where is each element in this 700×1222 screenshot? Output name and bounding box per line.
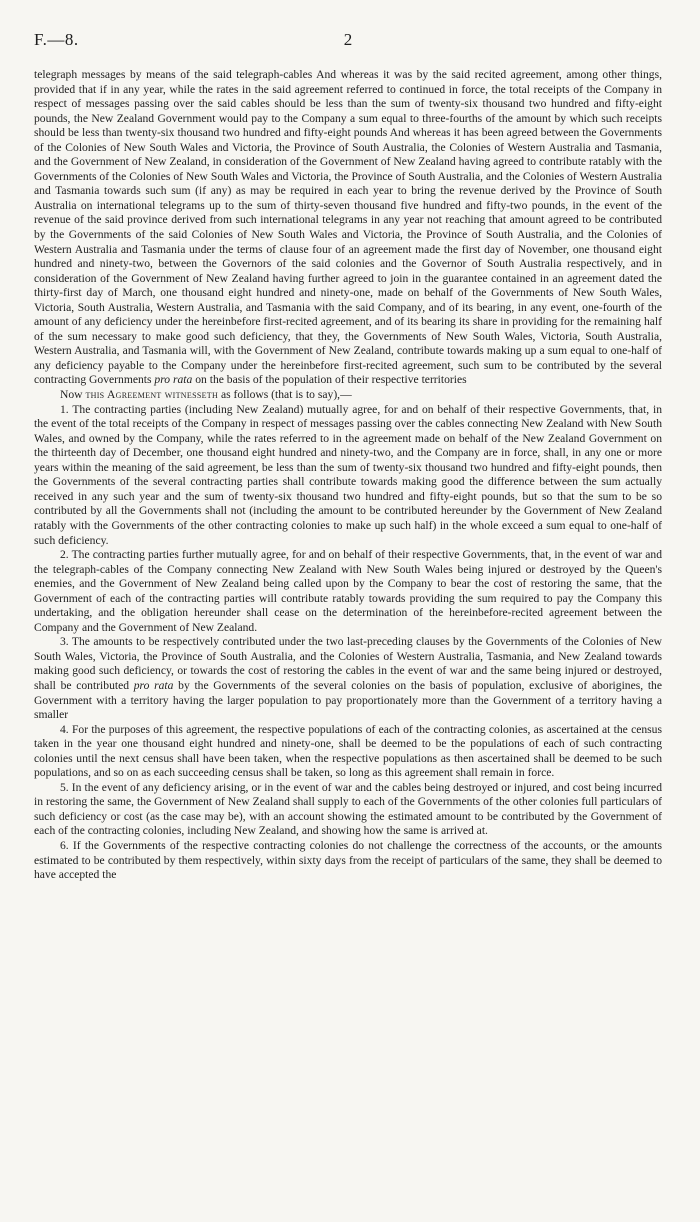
document-reference: F.—8. (34, 30, 79, 49)
clause-4: 4. For the purposes of this agreement, the respective populations of each of the contracting colonies, as ascertained at the census taken in the year one thousand eight hundred and ninety-one, shall be deemed to be the populations of each of such contracting colonies until the next census shall have been taken, when the respective populations as then ascertained shall be deemed to be such populations, and so on as each succeeding census shall be taken, so long as this agreement shall remain in force. (34, 722, 662, 780)
running-header (34, 30, 662, 58)
witnesseth-paragraph (34, 388, 662, 403)
document-body (34, 68, 662, 883)
recital-text: telegraph messages by means of the said telegraph-cables And whereas it was by the said recited agreement, among other things, provided that if in any year, while the rates in the said agreement referred to continued in force, the total receipts of the Company in respect of messages passing over the said cables should be less than the sum of twenty-six thousand two hundred and fifty-eight pounds, the New Zealand Government would pay to the Company a sum equal to three-fourths of the amount by which such receipts should be less than twenty-six thousand two hundred and fifty-eight pounds And whereas it has been agreed between the Governments of the Colonies of New South Wales and Victoria, the Province of South Australia, the Colonies of Western Australia and Tasmania, and the Government of New Zealand, in consideration of the Government of New Zealand having agreed to contribute ratably with the Governments of the Colonies of New South Wales and Victoria, the Province of South Australia, and the Colonies of Western Australia and Tasmania towards such sum (if any) as may be required in each year to bring the revenue derived by the Province of South Australia on international telegrams up to the sum of thirty-seven thousand five hundred and fifty-two pounds, in the event of the revenue of the said province derived from such international telegrams in any year not reaching that amount agreed to be contributed by the Governments of the said Colonies of New South Wales and Victoria, the Province of South Australia, and the Colonies of Western Australia and Tasmania under the terms of clause four of an agreement made the first day of November, one thousand eight hundred and ninety-two, between the Governors of the said colonies and the Governor of South Australia respectively, and in consideration of the Government of New Zealand having further agreed to join in the guarantee contained in an agreement dated the thirty-first day of March, one thousand eight hundred and ninety-one, made on behalf of the Governments of New South Wales, Victoria, South Australia, Western Australia, and Tasmania with the said Company, and of its bearing, in any event, one-fourth of the amount of any deficiency under the hereinbefore first-recited agreement, and of its bearing its share in providing for the remaining half of the sum necessary to make good such deficiency, that they, the Governments of New South Wales, Victoria, South Australia, Western Australia, and Tasmania will, with the Government of New Zealand, contribute towards making up a sum equal to one-half of any deficiency payable to the Company under the hereinbefore first-recited agreement, such sum to be contributed by the several contracting Governments (34, 68, 662, 387)
clause-6: 6. If the Governments of the respective contracting colonies do not challenge the correctness of the accounts, or the amounts estimated to be contributed by them respectively, within sixty days from the receipt of particulars of the same, they shall be deemed to have accepted the (34, 838, 662, 882)
clause-2: 2. The contracting parties further mutually agree, for and on behalf of their respective Governments, that, in the event of war and the telegraph-cables of the Company connecting New Zealand with New South Wales being injured or destroyed by the Queen's enemies, and the Government of New Zealand being called upon by the Company to bear the cost of restoring the same, that the Government of each of the contracting parties will contribute ratably towards providing the sum required to pay the Company this undertaking, and the obligation hereunder shall cease on the determination of the hereinbefore-recited agreement between the Company and the Government of New Zealand. (34, 548, 662, 634)
page-number: 2 (343, 30, 353, 49)
clause-1: 1. The contracting parties (including New Zealand) mutually agree, for and on behalf of their respective Governments, that, in the event of the total receipts of the Company in respect of messages passing over the cables connecting New Zealand with New South Wales, and owned by the Company, while the rates referred to in the agreement made on behalf of the New Zealand Government on the thirteenth day of December, one thousand eight hundred and ninety-two, and the Company are in force, shall, in any one or more years within the meaning of the said agreement, be less than the sum of twenty-six thousand two hundred and fifty-eight pounds, then the Governments of the several contracting parties shall contribute towards making good the difference between the sum actually received in any such year and the sum of twenty-six thousand two hundred and fifty-eight pounds, but so that the sum to be so contributed by all the Governments shall not (including the amount to be contributed hereunder by the Government of New Zealand ratably with the Governments of the other contracting colonies to make up such half) in the whole exceed a sum equal to one-half of such deficiency. (34, 402, 662, 547)
recital-paragraph (34, 68, 662, 388)
clause-3 (34, 635, 662, 722)
clause-5: 5. In the event of any deficiency arising, or in the event of war and the cables being destroyed or injured, and cost being incurred in restoring the same, the Government of New Zealand shall supply to each of the Governments of the other colonies full particulars of such deficiency or cost (as the case may be), with an account showing the estimated amount to be contributed by the Government of each of the contracting colonies, including New Zealand, and showing how the same is arrived at. (34, 780, 662, 838)
recital-text-end: on the basis of the population of their respective territories (195, 373, 467, 387)
witnesseth-lead: Now (60, 388, 83, 402)
clause-3-text: 3. The amounts to be respectively contributed under the two last-preceding clauses by the Governments of the Colonies of New South Wales, Victoria, the Province of South Australia, and the Colonies of Western Australia, Tasmania, and New Zealand towards making good such deficiency, or towards the cost of restoring the cables in the event of war and the same being injured or destroyed, shall be contributed (34, 635, 662, 692)
witnesseth-rest: as follows (that is to say),— (220, 388, 352, 402)
clause-3-text-end: by the Governments of the several colonies on the basis of population, exclusive of aborigines, the Government with a territory having the larger population to pay proportionately more than the Government of a territory having a smaller (34, 678, 663, 722)
recital-italic-term: pro rata (154, 373, 193, 387)
clause-3-italic-term: pro rata (133, 678, 174, 692)
witnesseth-smallcaps: this Agreement witnesseth (85, 388, 219, 402)
document-page (34, 30, 662, 883)
